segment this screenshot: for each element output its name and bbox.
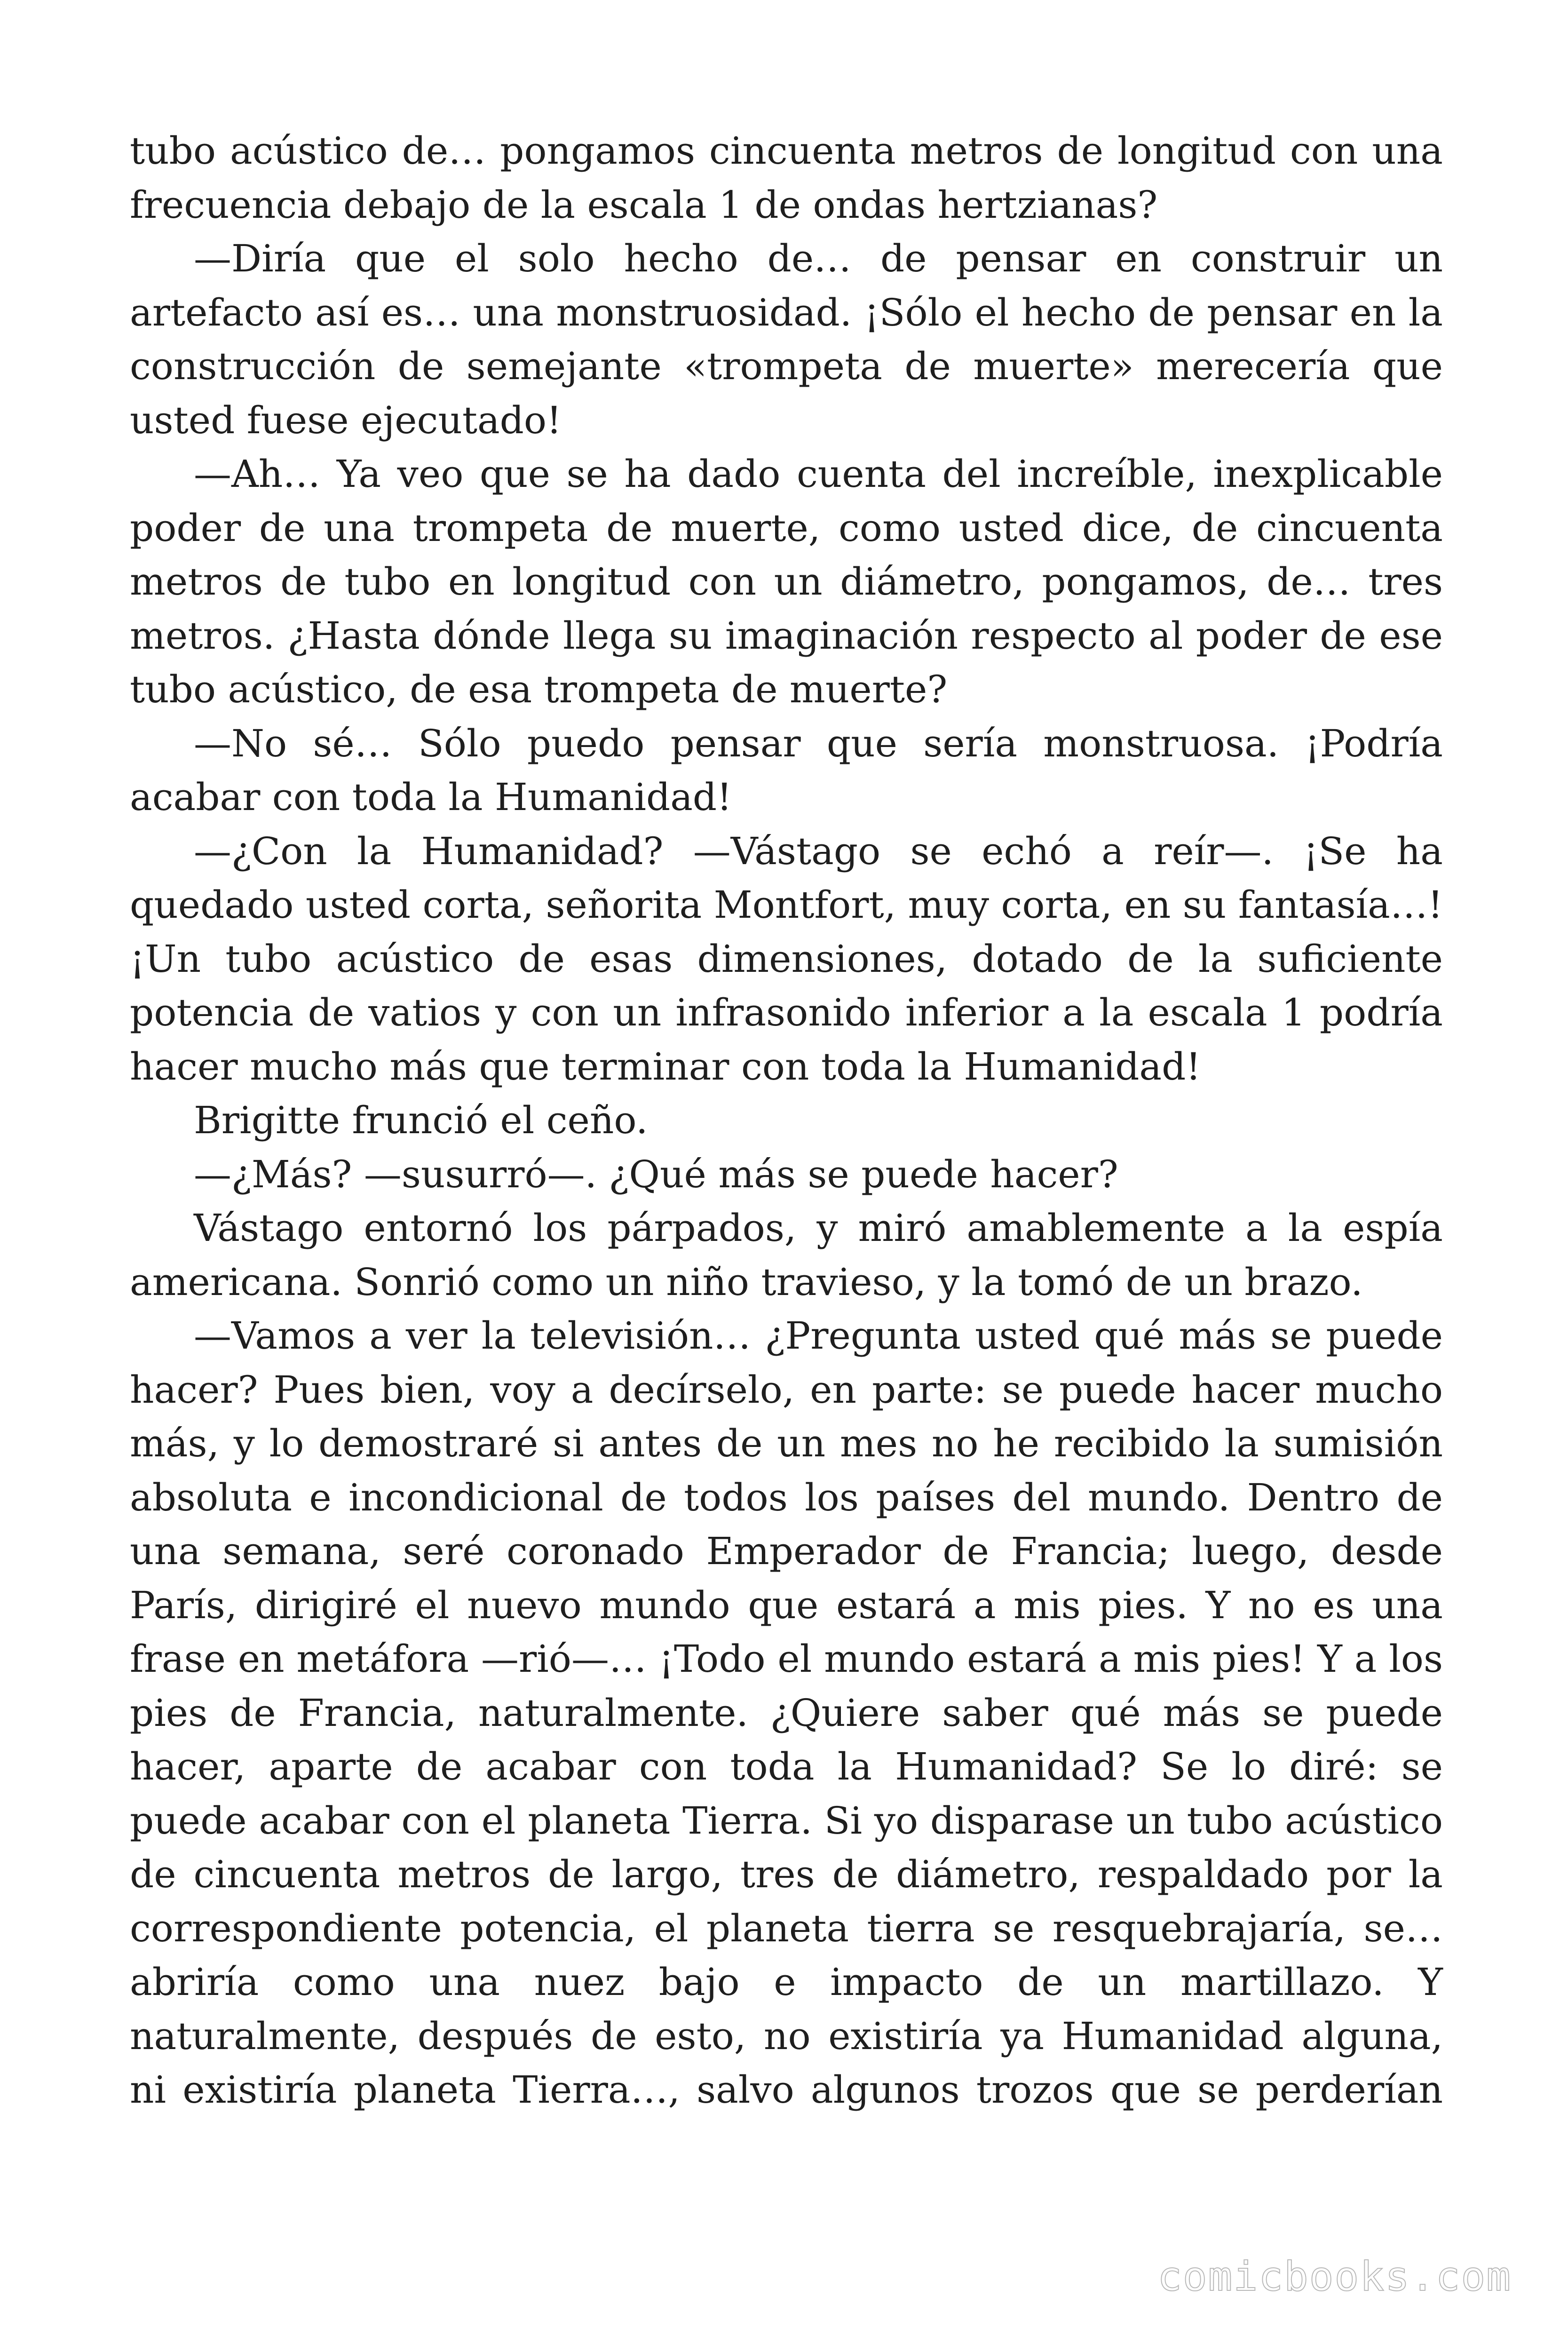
paragraph-9: —Vamos a ver la televisión… ¿Pregunta usted qué más se puede hacer? Pues bien, voy a decírselo, en parte: se puede hacer mucho más, y lo demostraré si antes de un mes no he recibido la sumisión absoluta e incondicional de todos los países del mundo. Dentro de una semana, seré coronado Emperador de Francia; luego, desde París, dirigiré el nuevo mundo que estará a mis pies. Y no es una frase en metáfora —rió—… ¡Todo el mundo estará a mis pies! Y a los pies de Francia, naturalmente. ¿Quiere saber qué más se puede hacer, aparte de acabar con toda la Humanidad? Se lo diré: se puede acabar con el planeta Tierra. Si yo disparase un tubo acústico de cincuenta metros de largo, tres de diámetro, respaldado por la correspondiente potencia, el planeta tierra se resquebrajaría, se… abriría como una nuez bajo e impacto de un martillazo. Y naturalmente, después de esto, no existiría ya Humanidad alguna, ni existiría planeta Tierra…, salvo algunos trozos que se perderían bbox=[130, 1314, 1443, 2112]
paragraph-1: tubo acústico de… pongamos cincuenta metros de longitud con una frecuencia debajo de la escala 1 de ondas hertzianas? bbox=[130, 129, 1443, 227]
paragraph-4: —No sé… Sólo puedo pensar que sería monstruosa. ¡Podría acabar con toda la Humanidad! bbox=[130, 721, 1443, 819]
paragraph-3: —Ah… Ya veo que se ha dado cuenta del increíble, inexplicable poder de una trompeta de muerte, como usted dice, de cincuenta metros de tubo en longitud con un diámetro, pongamos, de… tres metros. ¿Hasta dónde llega su imaginación respecto al poder de ese tubo acústico, de esa trompeta de muerte? bbox=[130, 452, 1443, 711]
paragraph-5: —¿Con la Humanidad? —Vástago se echó a reír—. ¡Se ha quedado usted corta, señorita Montfort, muy corta, en su fantasía…! ¡Un tubo acústico de esas dimensiones, dotado de la suficiente potencia de vatios y con un infrasonido inferior a la escala 1 podría hacer mucho más que terminar con toda la Humanidad! bbox=[130, 829, 1443, 1089]
paragraph-2: —Diría que el solo hecho de… de pensar en construir un artefacto así es… una monstruosidad. ¡Sólo el hecho de pensar en la construcción de semejante «trompeta de muerte» merecería que usted fuese ejecutado! bbox=[130, 237, 1443, 442]
watermark: comicbooks.com bbox=[1157, 2253, 1512, 2300]
page-body bbox=[130, 124, 1443, 2117]
paragraph-6: Brigitte frunció el ceño. bbox=[194, 1098, 648, 1142]
paragraph-8: Vástago entornó los párpados, y miró amablemente a la espía americana. Sonrió como un niño travieso, y la tomó de un brazo. bbox=[130, 1206, 1443, 1304]
paragraph-7: —¿Más? —susurró—. ¿Qué más se puede hacer? bbox=[194, 1152, 1118, 1196]
